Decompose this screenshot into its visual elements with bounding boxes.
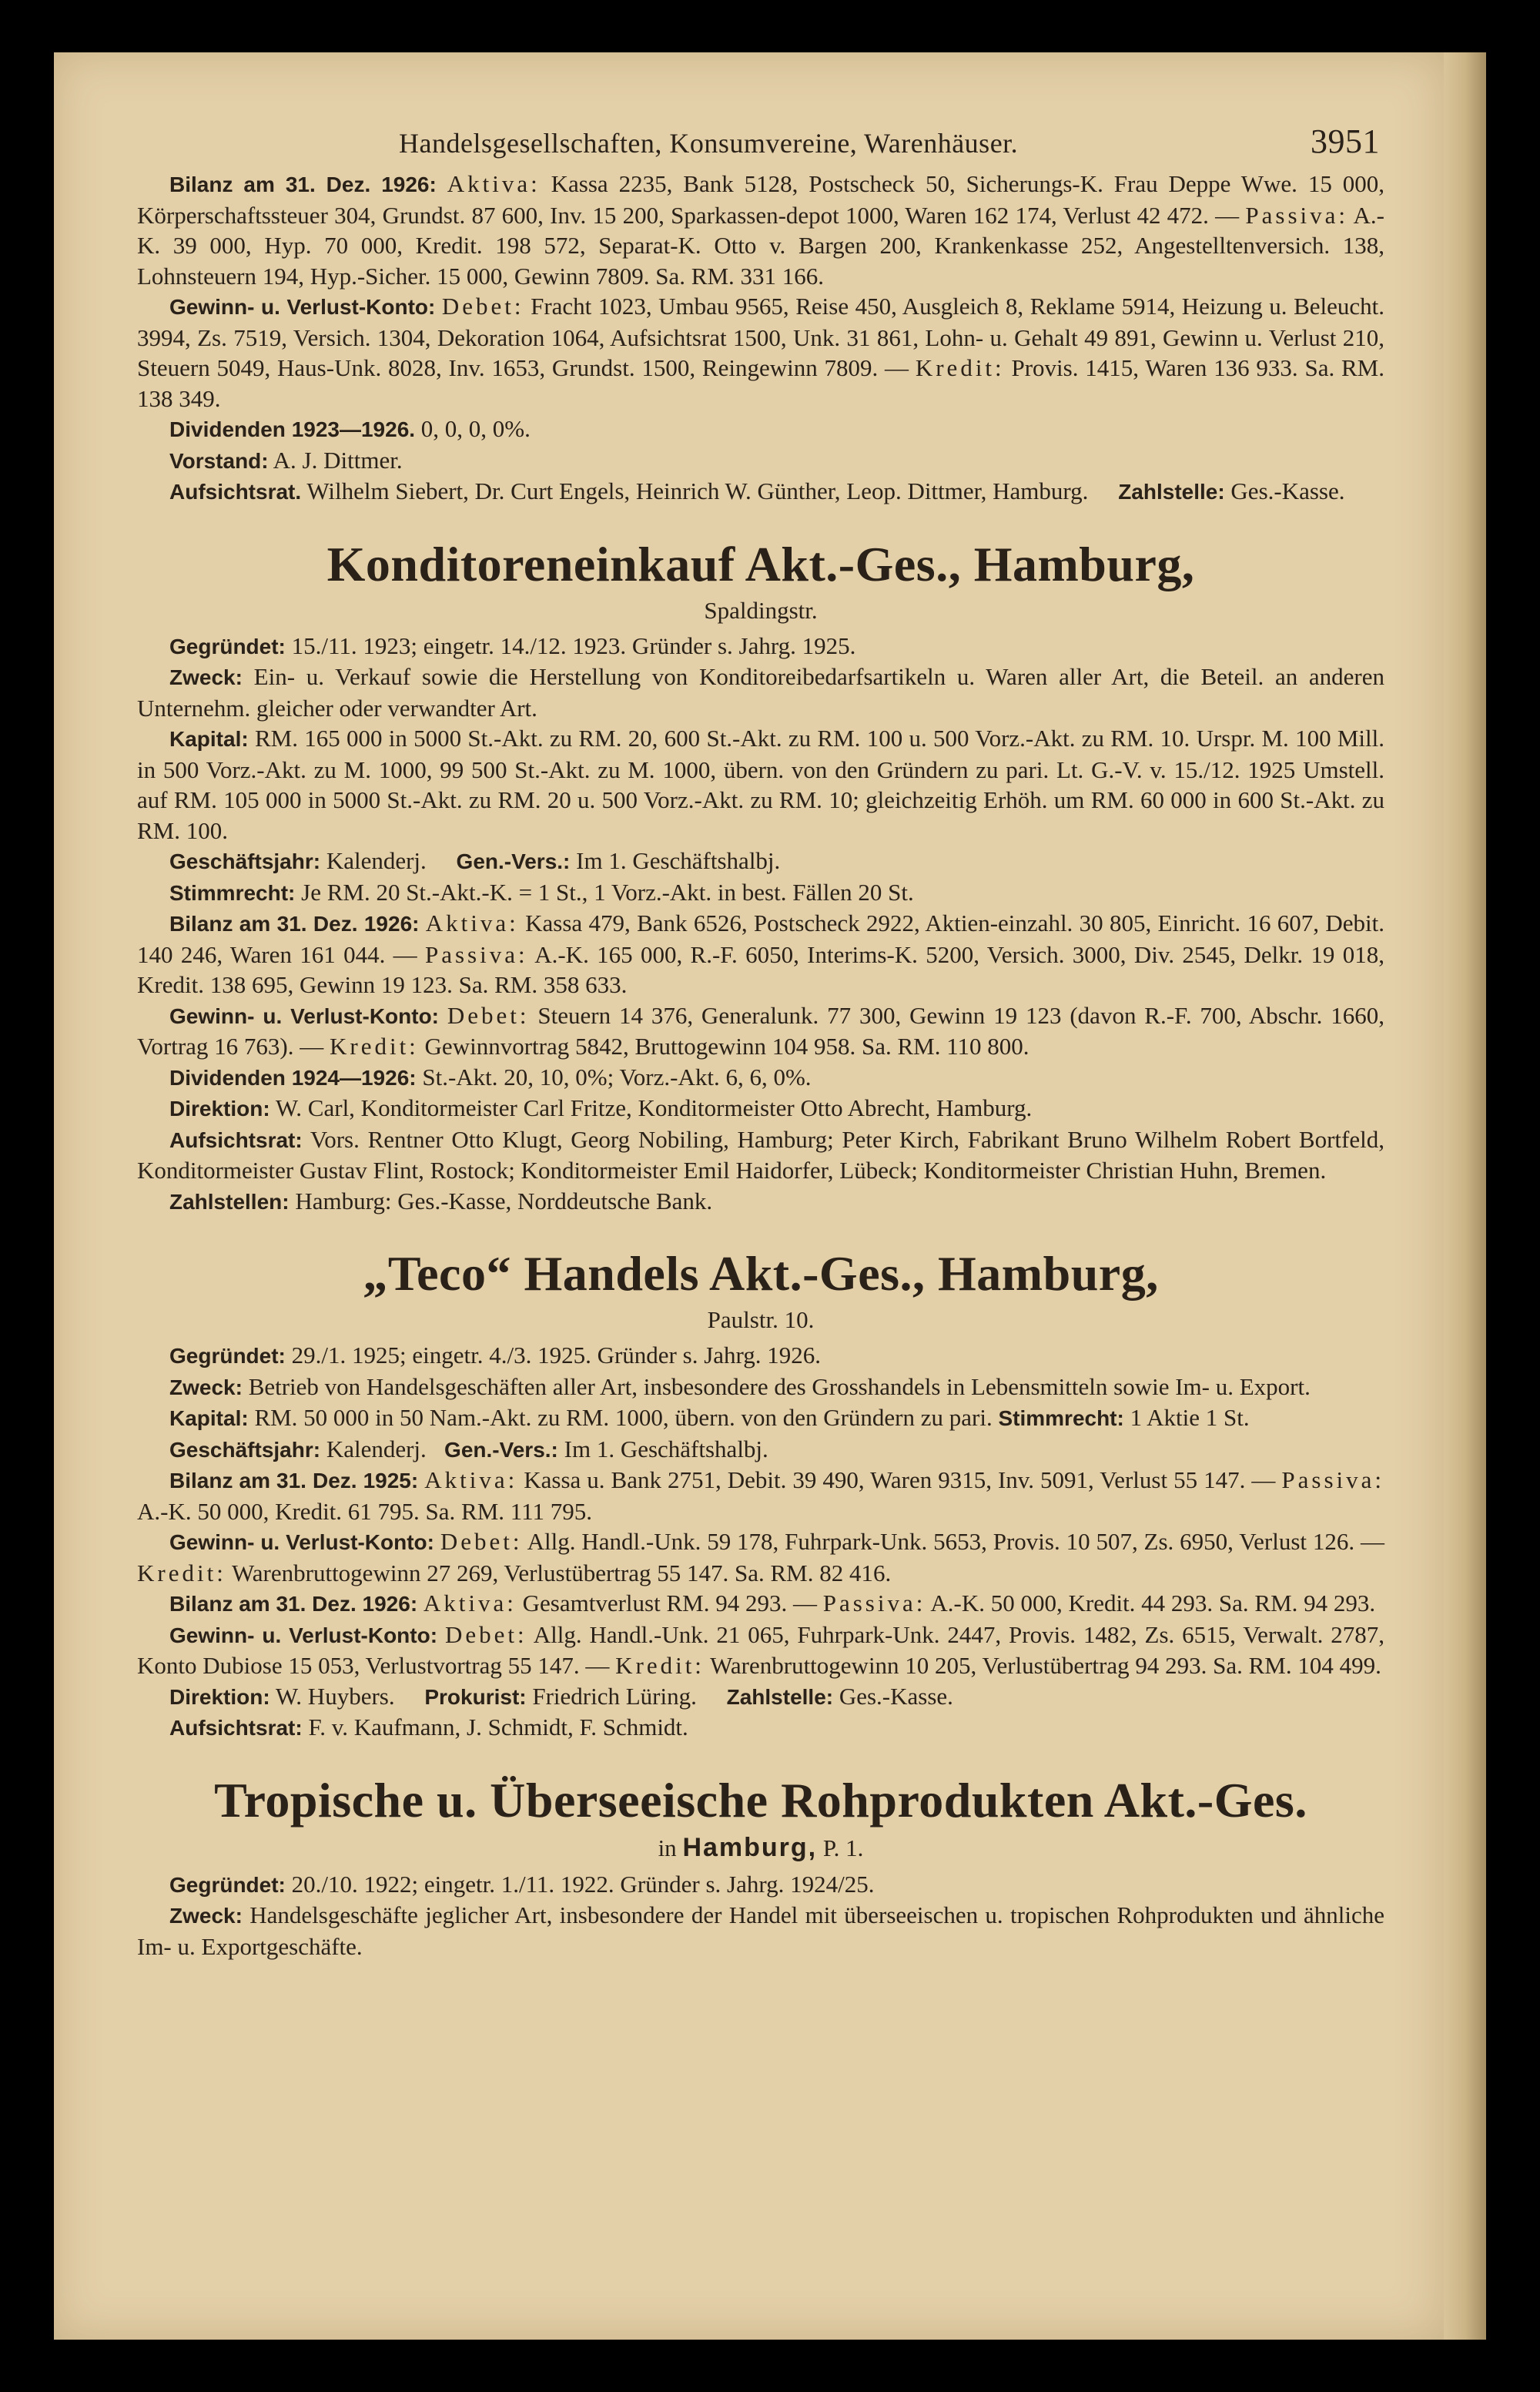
page-content — [137, 122, 1384, 1962]
guv-kredit: Gewinnvortrag 5842, Bruttogewinn 104 958. Sa. RM. 110 800. — [424, 1033, 1029, 1060]
zweck-label: Zweck: — [169, 665, 243, 689]
kredit-label: Kredit: — [915, 354, 1005, 381]
gegruendet-text: 20./10. 1922; eingetr. 1./11. 1922. Gründer s. Jahrg. 1924/25. — [291, 1870, 875, 1898]
gegruendet-label: Gegründet: — [169, 1344, 286, 1368]
prokurist-label: Prokurist: — [424, 1684, 527, 1709]
vorstand-paragraph — [137, 445, 1384, 477]
dividenden-text: St.-Akt. 20, 10, 0%; Vorz.-Akt. 6, 6, 0%. — [422, 1063, 812, 1090]
running-title: Handelsgesellschaften, Konsumvereine, Warenhäuser. — [399, 128, 1019, 159]
bilanz-paragraph — [137, 908, 1384, 1000]
guv-kredit: Provis. 1415, Waren 136 933. Sa. RM. 138 349. — [137, 354, 1384, 412]
geschaeftsjahr-label: Geschäftsjahr: — [169, 849, 321, 873]
bilanz-paragraph — [137, 169, 1384, 291]
genvers-label: Gen.-Vers.: — [444, 1437, 558, 1462]
aktiva-label: Aktiva: — [447, 170, 541, 197]
guv-1926-debet: Allg. Handl.-Unk. 21 065, Fuhrpark-Unk. 2447, Provis. 1482, Zs. 6515, Verwalt. 2787, Konto Dubiose 15 053, Verlustvortrag 55 147. — — [137, 1620, 1385, 1679]
aufsichtsrat-label: Aufsichtsrat: — [169, 1716, 303, 1740]
zahlstelle-text: Ges.-Kasse. — [839, 1682, 953, 1710]
dividenden-paragraph — [137, 1062, 1384, 1094]
aufsichtsrat-label: Aufsichtsrat. — [169, 480, 302, 504]
zahlstellen-paragraph — [137, 1186, 1384, 1218]
kapital-paragraph — [137, 1402, 1384, 1434]
passiva-text: A.-K. 165 000, R.-F. 6050, Interims-K. 5200, Versich. 3000, Div. 2545, Delkr. 19 018, Kredit. 138 695, Gewinn 19 123. Sa. RM. 358 633. — [137, 940, 1384, 998]
passiva-1925-text: A.-K. 50 000, Kredit. 61 795. Sa. RM. 111 795. — [137, 1497, 592, 1525]
bilanz-label: Bilanz am 31. Dez. 1926: — [169, 173, 437, 196]
company-address — [137, 1833, 1384, 1863]
running-header — [137, 122, 1384, 161]
vorstand-text: A. J. Dittmer. — [273, 446, 403, 474]
dividenden-label: Dividenden 1924—1926: — [169, 1065, 417, 1090]
guv-1925-paragraph — [137, 1526, 1384, 1588]
zweck-paragraph — [137, 1372, 1384, 1403]
guv-1926-paragraph — [137, 1620, 1384, 1681]
guv-1926-kredit: Warenbruttogewinn 10 205, Verlustübertrag 94 293. Sa. RM. 104 499. — [710, 1652, 1381, 1679]
dividenden-paragraph — [137, 414, 1384, 445]
address-in: in — [658, 1834, 677, 1861]
guv-debet: Fracht 1023, Umbau 9565, Reise 450, Ausgleich 8, Reklame 5914, Heizung u. Beleucht. 3994, Zs. 7519, Versich. 1304, Dekoration 1064, Aufsichtsrat 1500, Unk. 31 861, Lohn- u. Gehalt 49 891, Gewinn u. Verlust 210, Steuern 5049, Haus-Unk. 8028, Inv. 1653, Grundst. 1500, Reingewinn 7809. — — [137, 293, 1385, 381]
geschaeftsjahr-text: Kalenderj. — [326, 847, 427, 874]
passiva-label: Passiva: — [424, 940, 528, 968]
genvers-text: Im 1. Geschäftshalbj. — [564, 1435, 768, 1462]
zweck-label: Zweck: — [169, 1904, 243, 1928]
zahlstellen-label: Zahlstellen: — [169, 1189, 290, 1214]
guv-label: Gewinn- u. Verlust-Konto: — [169, 295, 436, 319]
guv-label: Gewinn- u. Verlust-Konto: — [169, 1003, 439, 1028]
aufsichtsrat-paragraph — [137, 1712, 1384, 1744]
bilanz-1926-text: Gesamtverlust RM. 94 293. — — [522, 1590, 817, 1616]
stimmrecht-label: Stimmrecht: — [169, 880, 296, 905]
bilanz-1926-paragraph — [137, 1588, 1384, 1620]
bilanz-text: Kassa 479, Bank 6526, Postscheck 2922, Aktien-einzahl. 30 805, Einricht. 16 607, Debit. 140 246, Waren 161 044. — — [137, 910, 1384, 968]
entry-konditoreneinkauf — [137, 535, 1384, 1218]
passiva-label: Passiva: — [822, 1590, 926, 1616]
zahlstelle-label: Zahlstelle: — [726, 1684, 834, 1709]
aufsichtsrat-label: Aufsichtsrat: — [169, 1127, 303, 1152]
book-page — [54, 52, 1444, 2340]
bilanz-text: Kassa 2235, Bank 5128, Postscheck 50, Sicherungs-K. Frau Deppe Wwe. 15 000, Körperschaftssteuer 304, Grundst. 87 600, Inv. 15 200, Sparkassen-depot 1000, Waren 162 174, Verlust 42 472. — — [137, 170, 1384, 229]
kapital-label: Kapital: — [169, 727, 249, 751]
passiva-label: Passiva: — [1281, 1466, 1385, 1493]
kapital-paragraph — [137, 723, 1384, 846]
guv-1925-debet: Allg. Handl.-Unk. 59 178, Fuhrpark-Unk. 5653, Provis. 10 507, Zs. 6950, Verlust 126. — — [527, 1528, 1384, 1555]
debet-label: Debet: — [447, 1001, 530, 1029]
kapital-text: RM. 50 000 in 50 Nam.-Akt. zu RM. 1000, übern. von den Gründern zu pari. — [254, 1404, 993, 1431]
direktion-label: Direktion: — [169, 1684, 270, 1709]
kapital-text: RM. 165 000 in 5000 St.-Akt. zu RM. 20, 600 St.-Akt. zu RM. 100 u. 500 Vorz.-Akt. zu RM. 10. Urspr. M. 100 Mill. in 500 Vorz.-Akt. zu M. 1000, 99 500 St.-Akt. zu M. 1000, übern. von den Gründern zu pari. Lt. G.-V. v. 15./12. 1925 Umstell. auf RM. 105 000 in 5000 St.-Akt. zu RM. 20 u. 500 Vorz.-Akt. zu RM. 10; gleichzeitig Erhöh. um RM. 60 000 in 600 St.-Akt. zu RM. 100. — [137, 725, 1384, 844]
bilanz-1926-label: Bilanz am 31. Dez. 1926: — [169, 1592, 418, 1616]
passiva-label: Passiva: — [1245, 201, 1349, 229]
aktiva-label: Aktiva: — [423, 1590, 517, 1616]
kredit-label: Kredit: — [329, 1033, 419, 1060]
zweck-paragraph — [137, 662, 1384, 723]
zweck-text: Betrieb von Handelsgeschäften aller Art, insbesondere des Grosshandels in Lebensmitteln sowie Im- u. Export. — [248, 1372, 1311, 1400]
geschaeftsjahr-label: Geschäftsjahr: — [169, 1437, 321, 1462]
company-address: Paulstr. 10. — [707, 1306, 815, 1333]
bilanz-label: Bilanz am 31. Dez. 1926: — [169, 912, 420, 936]
stimmrecht-label: Stimmrecht: — [998, 1406, 1124, 1430]
gegruendet-paragraph — [137, 1869, 1384, 1901]
dividenden-label: Dividenden 1923—1926. — [169, 417, 416, 441]
aufsichtsrat-paragraph — [137, 1124, 1384, 1186]
guv-label: Gewinn- u. Verlust-Konto: — [169, 1530, 434, 1554]
stimmrecht-text: Je RM. 20 St.-Akt.-K. = 1 St., 1 Vorz.-Akt. in best. Fällen 20 St. — [301, 878, 914, 906]
prokurist-text: Friedrich Lüring. — [532, 1682, 697, 1710]
bilanz-1925-text: Kassa u. Bank 2751, Debit. 39 490, Waren 9315, Inv. 5091, Verlust 55 147. — — [524, 1466, 1276, 1493]
stimmrecht-paragraph — [137, 877, 1384, 909]
debet-label: Debet: — [441, 293, 524, 320]
company-title: Konditoreneinkauf Akt.-Ges., Hamburg, — [326, 536, 1195, 591]
guv-paragraph — [137, 1000, 1384, 1062]
genvers-label: Gen.-Vers.: — [456, 849, 571, 873]
genvers-text: Im 1. Geschäftshalbj. — [576, 847, 781, 874]
kredit-label: Kredit: — [137, 1559, 226, 1586]
aktiva-label: Aktiva: — [424, 1466, 518, 1493]
bilanz-1925-paragraph — [137, 1465, 1384, 1526]
address-rest: P. 1. — [822, 1834, 864, 1861]
passiva-text: A.-K. 39 000, Hyp. 70 000, Kredit. 198 572, Separat-K. Otto v. Bargen 200, Krankenkasse 252, Angestelltenversich. 138, Lohnsteuern 194, Hyp.-Sicher. 15 000, Gewinn 7809. Sa. RM. 331 166. — [137, 201, 1385, 290]
address-city: Hamburg, — [682, 1832, 818, 1862]
entry-teco — [137, 1245, 1384, 1744]
book-spine-edge — [1444, 52, 1486, 2340]
gegruendet-label: Gegründet: — [169, 634, 286, 658]
geschaeftsjahr-text: Kalenderj. — [326, 1435, 427, 1462]
aufsichtsrat-text: Wilhelm Siebert, Dr. Curt Engels, Heinrich W. Günther, Leop. Dittmer, Hamburg. — [306, 477, 1089, 504]
passiva-1926-text: A.-K. 50 000, Kredit. 44 293. Sa. RM. 94 293. — [930, 1590, 1376, 1616]
guv-1925-kredit: Warenbruttogewinn 27 269, Verlustübertrag 55 147. Sa. RM. 82 416. — [232, 1559, 892, 1586]
gegruendet-label: Gegründet: — [169, 1872, 286, 1897]
geschaeftsjahr-paragraph — [137, 846, 1384, 877]
company-address: Spaldingstr. — [704, 596, 818, 624]
entry-tropische-rohprodukten — [137, 1771, 1384, 1962]
direktion-paragraph — [137, 1681, 1384, 1713]
vorstand-label: Vorstand: — [169, 448, 269, 473]
zweck-text: Handelsgeschäfte jeglicher Art, insbesondere der Handel mit überseeischen u. tropischen Rohprodukten und ähnliche Im- u. Exportgeschäfte. — [137, 1901, 1384, 1960]
company-title: Tropische u. Überseeische Rohprodukten Akt.-Ges. — [214, 1772, 1307, 1828]
direktion-text: W. Huybers. — [275, 1682, 395, 1710]
guv-debet: Steuern 14 376, Generalunk. 77 300, Gewinn 19 123 (davon R.-F. 700, Abschr. 1660, Vortrag 16 763). — — [137, 1001, 1385, 1060]
zweck-label: Zweck: — [169, 1375, 243, 1399]
aufsichtsrat-text: F. v. Kaufmann, J. Schmidt, F. Schmidt. — [308, 1714, 688, 1740]
direktion-label: Direktion: — [169, 1097, 270, 1121]
direktion-paragraph — [137, 1093, 1384, 1124]
kredit-label: Kredit: — [615, 1652, 705, 1679]
geschaeftsjahr-paragraph — [137, 1434, 1384, 1466]
aufsichtsrat-paragraph — [137, 476, 1384, 508]
bilanz-1925-label: Bilanz am 31. Dez. 1925: — [169, 1469, 419, 1492]
gegruendet-text: 29./1. 1925; eingetr. 4./3. 1925. Gründer s. Jahrg. 1926. — [291, 1342, 822, 1369]
guv-label: Gewinn- u. Verlust-Konto: — [169, 1623, 438, 1647]
kapital-label: Kapital: — [169, 1406, 249, 1430]
guv-paragraph — [137, 291, 1384, 414]
debet-label: Debet: — [440, 1528, 523, 1555]
entry-continuation — [137, 169, 1384, 508]
dividenden-text: 0, 0, 0, 0%. — [420, 415, 531, 442]
gegruendet-text: 15./11. 1923; eingetr. 14./12. 1923. Gründer s. Jahrg. 1925. — [291, 632, 856, 659]
stimmrecht-text: 1 Aktie 1 St. — [1130, 1404, 1250, 1431]
zweck-paragraph — [137, 1900, 1384, 1962]
aufsichtsrat-text: Vors. Rentner Otto Klugt, Georg Nobiling, Hamburg; Peter Kirch, Fabrikant Bruno Wilhelm Robert Bortfeld, Konditormeister Gustav Flint, Rostock; Konditormeister Emil Haidorfer, Lübeck; Konditormeister Christian Huhn, Bremen. — [137, 1125, 1384, 1184]
page-number: 3951 — [1311, 122, 1380, 160]
zahlstelle-label: Zahlstelle: — [1118, 480, 1225, 504]
company-title: „Teco“ Handels Akt.-Ges., Hamburg, — [363, 1246, 1159, 1301]
zahlstelle-text: Ges.-Kasse. — [1230, 477, 1345, 504]
zahlstellen-text: Hamburg: Ges.-Kasse, Norddeutsche Bank. — [295, 1187, 713, 1214]
debet-label: Debet: — [444, 1620, 527, 1648]
gegruendet-paragraph — [137, 1340, 1384, 1372]
direktion-text: W. Carl, Konditormeister Carl Fritze, Konditormeister Otto Abrecht, Hamburg. — [275, 1094, 1033, 1121]
zweck-text: Ein- u. Verkauf sowie die Herstellung von Konditoreibedarfsartikeln u. Waren aller Art, die Beteil. an anderen Unternehm. gleicher oder verwandter Art. — [137, 663, 1385, 722]
aktiva-label: Aktiva: — [425, 910, 519, 936]
gegruendet-paragraph — [137, 631, 1384, 662]
